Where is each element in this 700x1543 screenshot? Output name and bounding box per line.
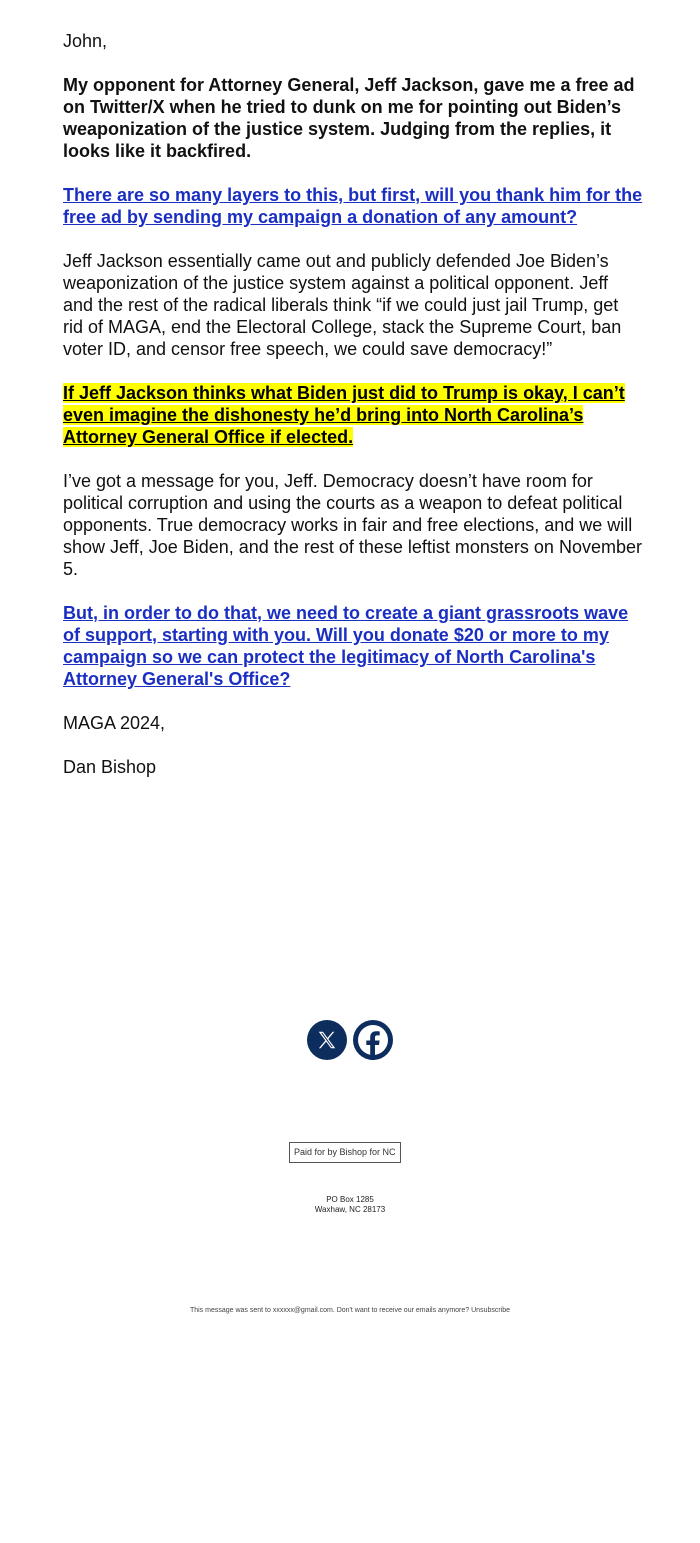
highlighted-statement: If Jeff Jackson thinks what Biden just did to Trump is okay, I can’t even imagine the dishonesty he’d bring into North Carolina’s Attorney General Office if elected. xyxy=(63,383,625,447)
address-line-1: PO Box 1285 xyxy=(326,1195,374,1204)
donate-20-link[interactable]: But, in order to do that, we need to create a giant grassroots wave of support, starting with you. Will you donate $20 or more to my campaign so we can protect the legitimacy of North Carolina's Attorney General's Office? xyxy=(63,603,629,689)
sent-to-notice: This message was sent to xxxxxx@gmail.com. Don't want to receive our emails anymore? xyxy=(189,1307,470,1314)
body-paragraph-1: Jeff Jackson essentially came out and publicly defended Joe Biden’s weaponization of the justice system against a political opponent. Jeff and the rest of the radical liberals think “if we could just jail Trump, get rid of MAGA, end the Electoral College, stack the Supreme Court, ban voter ID, and censor free speech, we could save democracy!” xyxy=(63,251,622,359)
donate-any-amount-link[interactable]: There are so many layers to this, but first, will you thank him for the free ad by sending my campaign a donation of any amount? xyxy=(63,185,643,227)
facebook-icon xyxy=(353,1020,393,1060)
facebook-button[interactable] xyxy=(353,1020,393,1060)
email-body xyxy=(63,30,643,800)
x-twitter-button[interactable] xyxy=(307,1020,347,1060)
greeting: John, xyxy=(63,31,108,51)
social-links xyxy=(0,1020,700,1060)
address-line-2: Waxhaw, NC 28173 xyxy=(314,1205,386,1214)
paid-for-disclaimer: Paid for by Bishop for NC xyxy=(289,1142,401,1163)
unsubscribe-link[interactable]: Unsubscribe xyxy=(471,1307,511,1314)
body-paragraph-2: I’ve got a message for you, Jeff. Democracy doesn’t have room for political corruption and using the courts as a weapon to defeat political opponents. True democracy works in fair and free elections, and we will show Jeff, Joe Biden, and the rest of these leftist monsters on November 5. xyxy=(63,471,642,579)
mailing-address xyxy=(0,1195,700,1215)
email-footer xyxy=(0,1306,700,1315)
signature: Dan Bishop xyxy=(63,757,157,777)
intro-paragraph: My opponent for Attorney General, Jeff Jackson, gave me a free ad on Twitter/X when he tried to dunk on me for pointing out Biden’s weaponization of the justice system. Judging from the replies, it looks like it backfired. xyxy=(63,75,635,161)
closing: MAGA 2024, xyxy=(63,713,166,733)
x-twitter-icon xyxy=(316,1029,338,1051)
